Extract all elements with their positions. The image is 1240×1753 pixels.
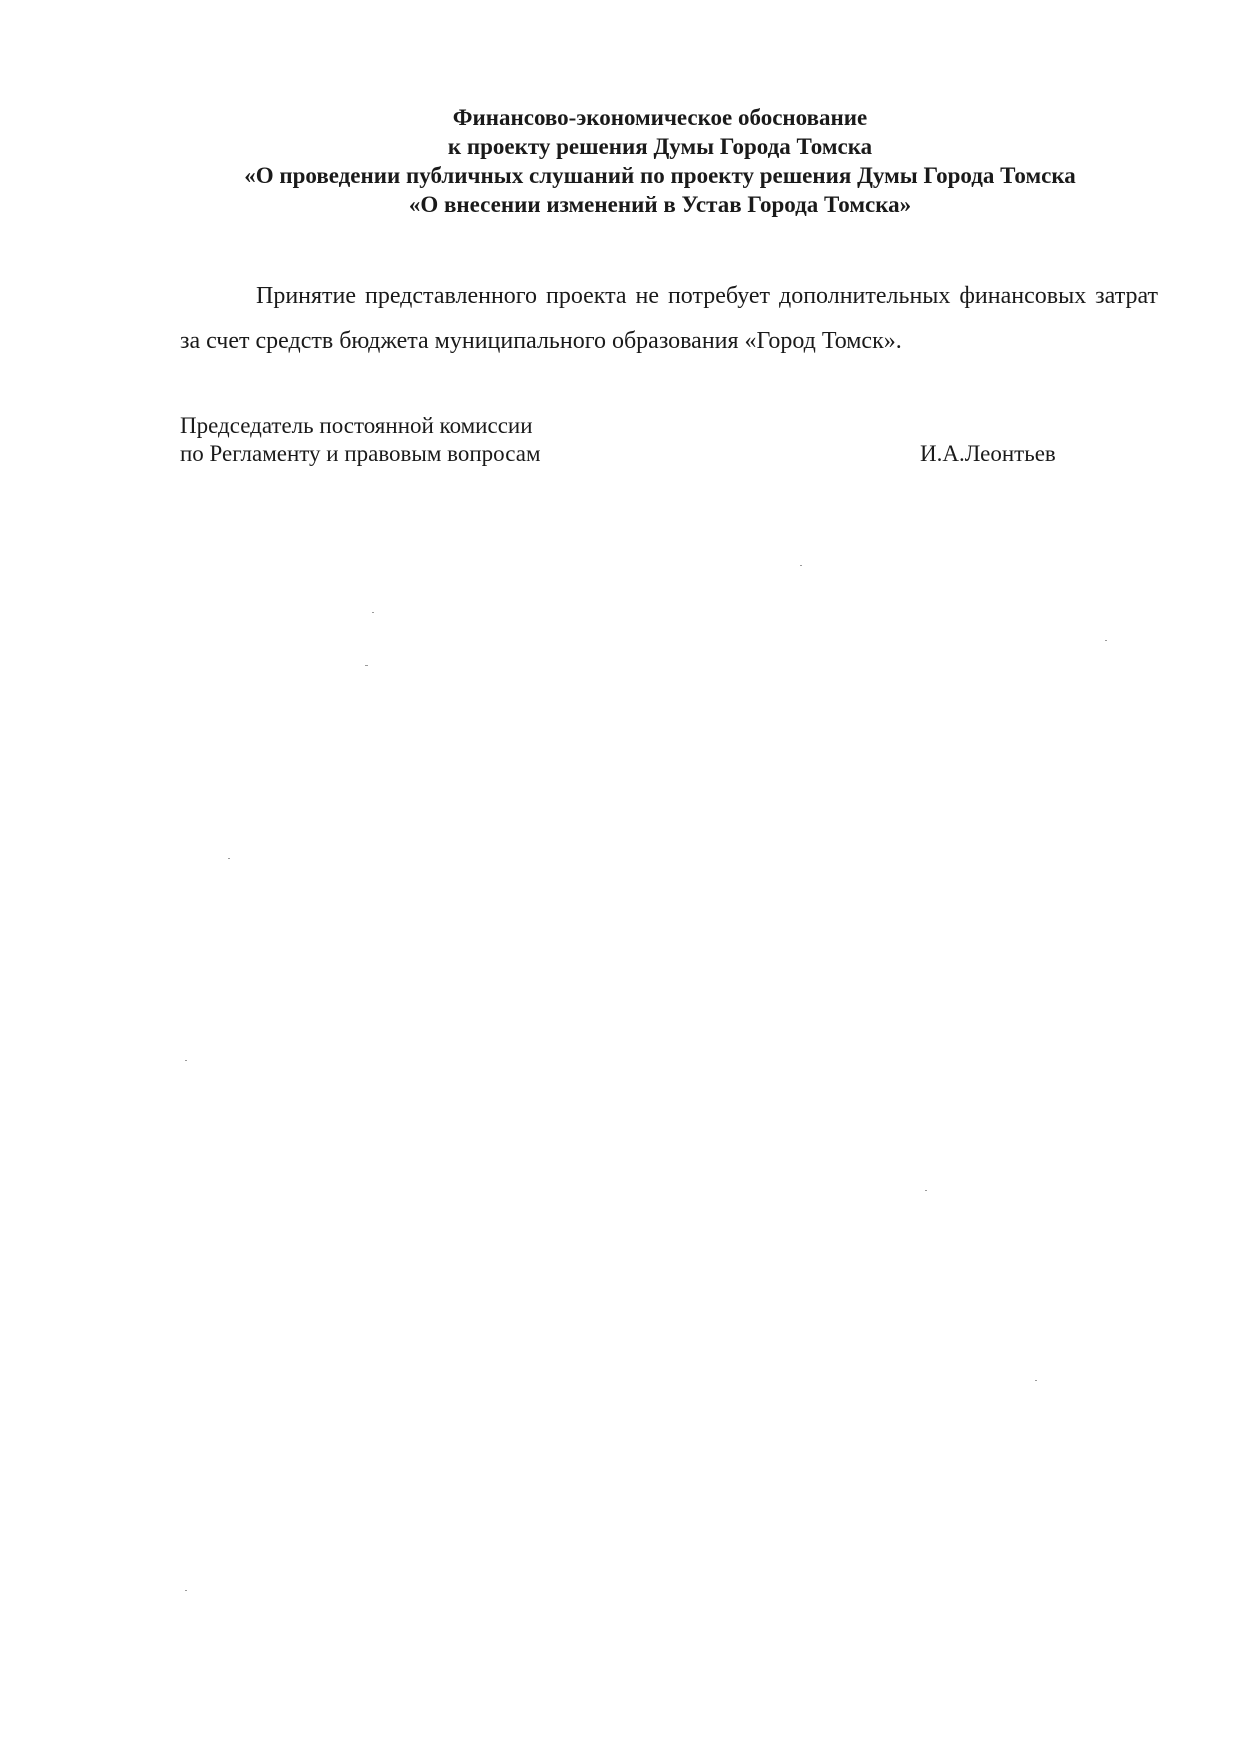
body-paragraph: Принятие представленного проекта не потребует дополнительных финансовых затрат за счет средств бюджета муниципального образования «Город Томск». <box>180 283 1158 354</box>
scan-speck <box>925 1190 927 1191</box>
scan-speck <box>365 665 368 666</box>
signatory-position <box>180 412 541 468</box>
title-line: «О проведении публичных слушаний по проекту решения Думы Города Томска <box>244 163 1076 188</box>
scan-speck <box>185 1060 187 1061</box>
scan-speck <box>800 565 802 566</box>
signatory-name: И.А.Леонтьев <box>920 441 1056 466</box>
signatory-position-line: Председатель постоянной комиссии <box>180 413 533 438</box>
scan-speck <box>185 1590 187 1591</box>
scan-speck <box>1035 1380 1037 1381</box>
title-line: «О внесении изменений в Устав Города Томска» <box>408 192 912 217</box>
scan-speck <box>228 858 230 859</box>
signatory-position-line: по Регламенту и правовым вопросам <box>180 441 541 466</box>
document-title <box>180 103 1140 219</box>
title-line: Финансово-экономическое обоснование <box>452 105 868 130</box>
scan-speck <box>1105 640 1107 641</box>
scan-speck <box>372 612 374 613</box>
title-line: к проекту решения Думы Города Томска <box>447 134 873 159</box>
